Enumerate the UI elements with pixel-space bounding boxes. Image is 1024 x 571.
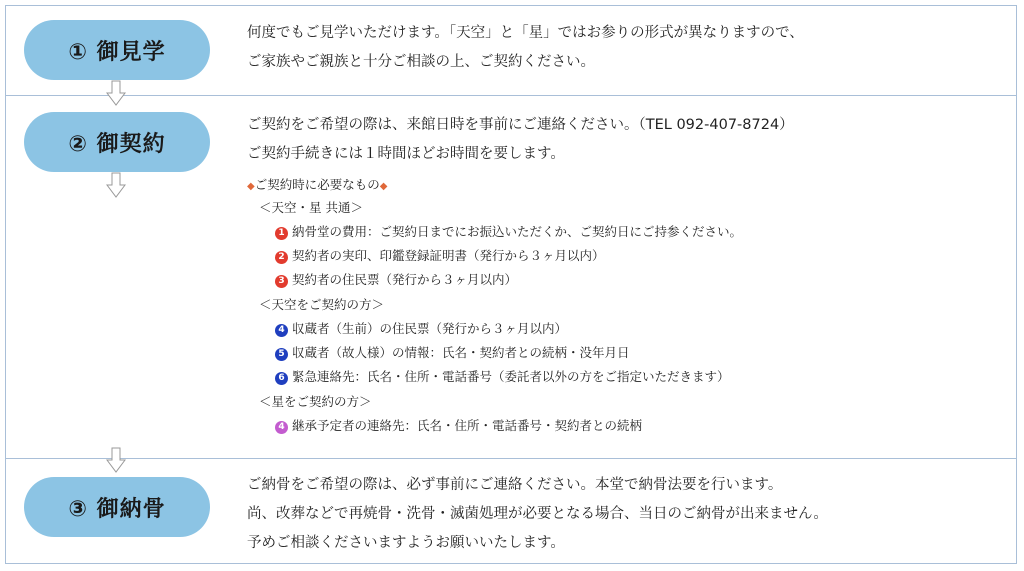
down-arrow-icon	[106, 80, 126, 106]
requirement-item	[275, 368, 730, 386]
number-badge-icon: 6	[275, 372, 288, 385]
number-badge-icon: 5	[275, 348, 288, 361]
requirement-item	[275, 247, 605, 265]
requirement-text: 収蔵者（生前）の住民票（発行から３ヶ月以内）	[292, 321, 568, 336]
requirement-text: 継承予定者の連絡先：氏名・住所・電話番号・契約者との続柄	[292, 418, 643, 433]
requirement-text: 緊急連絡先：氏名・住所・電話番号（委託者以外の方をご指定いただきます）	[292, 369, 730, 384]
step-2-badge: ② 御契約	[24, 112, 210, 172]
requirement-item	[275, 344, 630, 362]
step-3-line-3: 予めご相談くださいますようお願いいたします。	[247, 535, 565, 551]
step-2-line-1: ご契約をご希望の際は、来館日時を事前にご連絡ください。（TEL 092-407-8724）	[247, 117, 794, 133]
requirements-heading-text: ご契約時に必要なもの	[254, 177, 380, 192]
step-2-line-2: ご契約手続きには１時間ほどお時間を要します。	[247, 146, 565, 162]
row-divider	[5, 458, 1017, 459]
group-title-hoshi: ＜星をご契約の方＞	[259, 394, 372, 409]
step-3-line-1: ご納骨をご希望の際は、必ず事前にご連絡ください。本堂で納骨法要を行います。	[247, 477, 783, 493]
number-badge-icon: 2	[275, 251, 288, 264]
group-title-tenku: ＜天空をご契約の方＞	[259, 297, 385, 312]
number-badge-icon: 4	[275, 324, 288, 337]
step-3-badge: ③ 御納骨	[24, 477, 210, 537]
requirement-item	[275, 320, 567, 338]
row-divider	[5, 95, 1017, 96]
requirement-item	[275, 271, 517, 289]
requirements-heading	[247, 176, 387, 196]
requirement-item	[275, 417, 642, 435]
down-arrow-icon	[106, 172, 126, 198]
requirement-item	[275, 223, 742, 241]
diamond-icon: ◆	[247, 181, 255, 192]
requirement-text: 収蔵者（故人様）の情報：氏名・契約者との続柄・没年月日	[292, 345, 630, 360]
requirement-text: 契約者の住民票（発行から３ヶ月以内）	[292, 272, 518, 287]
number-badge-icon: 4	[275, 421, 288, 434]
down-arrow-icon	[106, 447, 126, 473]
diamond-icon: ◆	[379, 181, 388, 192]
step-1-badge: ① 御見学	[24, 20, 210, 80]
step-1-line-1: 何度でもご見学いただけます。「天空」と「星」ではお参りの形式が異なりますので、	[247, 25, 804, 41]
step-1-line-2: ご家族やご親族と十分ご相談の上、ご契約ください。	[247, 54, 595, 70]
number-badge-icon: 1	[275, 227, 288, 240]
requirement-text: 契約者の実印、印鑑登録証明書（発行から３ヶ月以内）	[292, 248, 605, 263]
number-badge-icon: 3	[275, 275, 288, 288]
requirement-text: 納骨堂の費用：ご契約日までにお振込いただくか、ご契約日にご持参ください。	[292, 224, 743, 239]
group-title-common: ＜天空・星 共通＞	[259, 200, 363, 215]
step-3-line-2: 尚、改葬などで再焼骨・洗骨・滅菌処理が必要となる場合、当日のご納骨が出来ません。	[247, 506, 828, 522]
